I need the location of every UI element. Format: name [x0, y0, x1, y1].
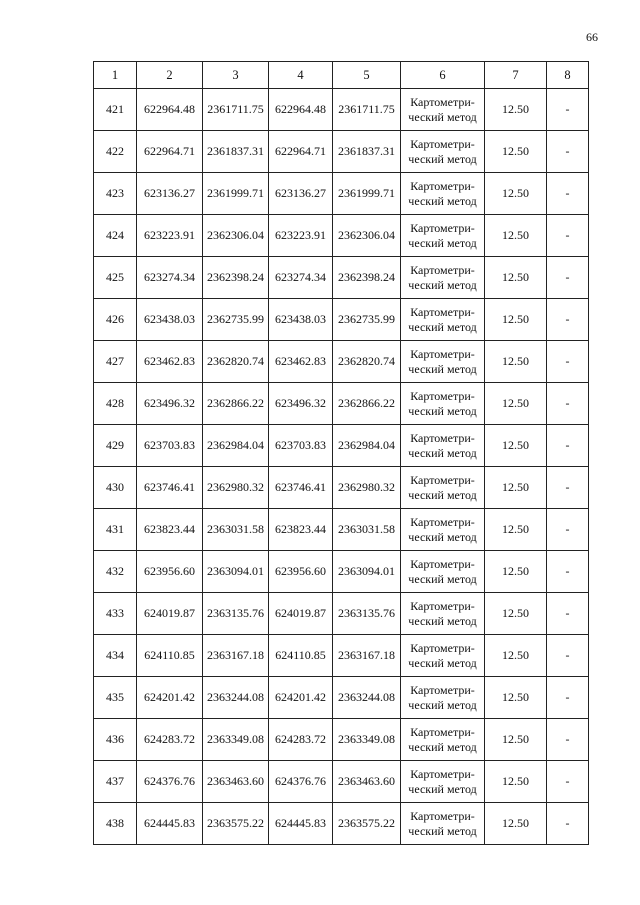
x-coordinate-cell: 623462.83	[137, 341, 203, 383]
method-text-line: Картометри-	[410, 178, 475, 193]
note-cell: -	[547, 215, 589, 257]
y-coordinate-cell: 2363575.22	[333, 803, 401, 845]
y-coordinate-cell: 2362820.74	[333, 341, 401, 383]
method-cell	[401, 551, 485, 593]
method-cell	[401, 467, 485, 509]
note-cell: -	[547, 467, 589, 509]
method-text-line: Картометри-	[410, 430, 475, 445]
method-text-line: ческий метод	[408, 361, 477, 376]
accuracy-cell: 12.50	[485, 425, 547, 467]
x-coordinate-cell: 623956.60	[137, 551, 203, 593]
method-text-line: ческий метод	[408, 613, 477, 628]
table-row	[94, 719, 589, 761]
table-row	[94, 551, 589, 593]
x-coordinate-cell: 624019.87	[137, 593, 203, 635]
coordinates-table	[93, 61, 589, 845]
accuracy-cell: 12.50	[485, 677, 547, 719]
note-cell: -	[547, 593, 589, 635]
method-text-line: Картометри-	[410, 472, 475, 487]
y-coordinate-cell: 2363575.22	[203, 803, 269, 845]
x-coordinate-cell: 623274.34	[137, 257, 203, 299]
accuracy-cell: 12.50	[485, 383, 547, 425]
x-coordinate-cell: 623703.83	[137, 425, 203, 467]
y-coordinate-cell: 2362980.32	[203, 467, 269, 509]
method-text-line: ческий метод	[408, 445, 477, 460]
table-row	[94, 131, 589, 173]
note-cell: -	[547, 299, 589, 341]
note-cell: -	[547, 551, 589, 593]
point-number-cell: 430	[94, 467, 137, 509]
column-header: 1	[94, 62, 137, 89]
method-text-line: ческий метод	[408, 655, 477, 670]
column-header: 7	[485, 62, 547, 89]
point-number-cell: 435	[94, 677, 137, 719]
accuracy-cell: 12.50	[485, 173, 547, 215]
table-row	[94, 299, 589, 341]
table-row	[94, 467, 589, 509]
method-text-line: Картометри-	[410, 724, 475, 739]
column-header: 6	[401, 62, 485, 89]
x-coordinate-cell: 623823.44	[137, 509, 203, 551]
accuracy-cell: 12.50	[485, 803, 547, 845]
note-cell: -	[547, 173, 589, 215]
accuracy-cell: 12.50	[485, 509, 547, 551]
x-coordinate-cell: 624376.76	[137, 761, 203, 803]
method-text-line: Картометри-	[410, 388, 475, 403]
y-coordinate-cell: 2362306.04	[333, 215, 401, 257]
note-cell: -	[547, 677, 589, 719]
accuracy-cell: 12.50	[485, 299, 547, 341]
method-cell	[401, 761, 485, 803]
x-coordinate-cell: 624110.85	[137, 635, 203, 677]
method-text-line: ческий метод	[408, 781, 477, 796]
column-header: 8	[547, 62, 589, 89]
method-cell	[401, 257, 485, 299]
table-row	[94, 215, 589, 257]
x-coordinate-cell: 624445.83	[269, 803, 333, 845]
method-text-line: Картометри-	[410, 682, 475, 697]
method-cell	[401, 299, 485, 341]
method-text-line: Картометри-	[410, 136, 475, 151]
y-coordinate-cell: 2363135.76	[333, 593, 401, 635]
method-cell	[401, 425, 485, 467]
method-text-line: Картометри-	[410, 598, 475, 613]
method-text-line: Картометри-	[410, 304, 475, 319]
x-coordinate-cell: 623136.27	[137, 173, 203, 215]
accuracy-cell: 12.50	[485, 551, 547, 593]
method-text-line: ческий метод	[408, 571, 477, 586]
accuracy-cell: 12.50	[485, 341, 547, 383]
x-coordinate-cell: 623823.44	[269, 509, 333, 551]
accuracy-cell: 12.50	[485, 131, 547, 173]
method-cell	[401, 677, 485, 719]
note-cell: -	[547, 803, 589, 845]
y-coordinate-cell: 2362306.04	[203, 215, 269, 257]
x-coordinate-cell: 622964.71	[137, 131, 203, 173]
method-text-line: ческий метод	[408, 739, 477, 754]
method-cell	[401, 173, 485, 215]
column-header: 4	[269, 62, 333, 89]
method-text-line: Картометри-	[410, 346, 475, 361]
method-text-line: ческий метод	[408, 151, 477, 166]
table-row	[94, 635, 589, 677]
point-number-cell: 423	[94, 173, 137, 215]
column-header: 5	[333, 62, 401, 89]
accuracy-cell: 12.50	[485, 215, 547, 257]
x-coordinate-cell: 623274.34	[269, 257, 333, 299]
y-coordinate-cell: 2361711.75	[203, 89, 269, 131]
method-cell	[401, 383, 485, 425]
table-row	[94, 677, 589, 719]
point-number-cell: 426	[94, 299, 137, 341]
y-coordinate-cell: 2363463.60	[203, 761, 269, 803]
x-coordinate-cell: 622964.71	[269, 131, 333, 173]
method-text-line: Картометри-	[410, 220, 475, 235]
table-row	[94, 509, 589, 551]
table-row	[94, 341, 589, 383]
x-coordinate-cell: 624201.42	[269, 677, 333, 719]
x-coordinate-cell: 623438.03	[269, 299, 333, 341]
method-text-line: ческий метод	[408, 193, 477, 208]
point-number-cell: 421	[94, 89, 137, 131]
point-number-cell: 422	[94, 131, 137, 173]
column-header: 3	[203, 62, 269, 89]
method-text-line: ческий метод	[408, 277, 477, 292]
method-text-line: ческий метод	[408, 109, 477, 124]
point-number-cell: 436	[94, 719, 137, 761]
y-coordinate-cell: 2361999.71	[203, 173, 269, 215]
y-coordinate-cell: 2363031.58	[203, 509, 269, 551]
y-coordinate-cell: 2363349.08	[333, 719, 401, 761]
method-cell	[401, 89, 485, 131]
y-coordinate-cell: 2362820.74	[203, 341, 269, 383]
method-text-line: ческий метод	[408, 235, 477, 250]
x-coordinate-cell: 623136.27	[269, 173, 333, 215]
y-coordinate-cell: 2363094.01	[203, 551, 269, 593]
x-coordinate-cell: 623703.83	[269, 425, 333, 467]
accuracy-cell: 12.50	[485, 593, 547, 635]
x-coordinate-cell: 623438.03	[137, 299, 203, 341]
x-coordinate-cell: 622964.48	[269, 89, 333, 131]
point-number-cell: 438	[94, 803, 137, 845]
method-cell	[401, 215, 485, 257]
y-coordinate-cell: 2362866.22	[333, 383, 401, 425]
x-coordinate-cell: 624445.83	[137, 803, 203, 845]
method-cell	[401, 719, 485, 761]
method-text-line: Картометри-	[410, 766, 475, 781]
point-number-cell: 425	[94, 257, 137, 299]
method-text-line: ческий метод	[408, 529, 477, 544]
point-number-cell: 434	[94, 635, 137, 677]
y-coordinate-cell: 2363349.08	[203, 719, 269, 761]
method-text-line: Картометри-	[410, 808, 475, 823]
point-number-cell: 427	[94, 341, 137, 383]
x-coordinate-cell: 623223.91	[269, 215, 333, 257]
note-cell: -	[547, 761, 589, 803]
point-number-cell: 428	[94, 383, 137, 425]
y-coordinate-cell: 2363167.18	[203, 635, 269, 677]
y-coordinate-cell: 2363135.76	[203, 593, 269, 635]
note-cell: -	[547, 383, 589, 425]
note-cell: -	[547, 131, 589, 173]
y-coordinate-cell: 2361999.71	[333, 173, 401, 215]
y-coordinate-cell: 2361837.31	[203, 131, 269, 173]
y-coordinate-cell: 2362735.99	[203, 299, 269, 341]
y-coordinate-cell: 2362735.99	[333, 299, 401, 341]
method-cell	[401, 635, 485, 677]
table-row	[94, 257, 589, 299]
table-row	[94, 803, 589, 845]
table-body	[94, 89, 589, 845]
method-text-line: ческий метод	[408, 403, 477, 418]
note-cell: -	[547, 635, 589, 677]
point-number-cell: 432	[94, 551, 137, 593]
note-cell: -	[547, 509, 589, 551]
method-text-line: Картометри-	[410, 640, 475, 655]
header-row	[94, 62, 589, 89]
method-text-line: ческий метод	[408, 823, 477, 838]
x-coordinate-cell: 624283.72	[269, 719, 333, 761]
table-row	[94, 761, 589, 803]
method-cell	[401, 131, 485, 173]
y-coordinate-cell: 2361837.31	[333, 131, 401, 173]
x-coordinate-cell: 623746.41	[137, 467, 203, 509]
table-row	[94, 89, 589, 131]
y-coordinate-cell: 2363463.60	[333, 761, 401, 803]
method-text-line: Картометри-	[410, 262, 475, 277]
x-coordinate-cell: 623746.41	[269, 467, 333, 509]
x-coordinate-cell: 624110.85	[269, 635, 333, 677]
accuracy-cell: 12.50	[485, 635, 547, 677]
x-coordinate-cell: 623223.91	[137, 215, 203, 257]
table-row	[94, 383, 589, 425]
point-number-cell: 437	[94, 761, 137, 803]
page-number: 66	[586, 30, 598, 44]
x-coordinate-cell: 624019.87	[269, 593, 333, 635]
x-coordinate-cell: 623496.32	[269, 383, 333, 425]
note-cell: -	[547, 257, 589, 299]
method-text-line: ческий метод	[408, 319, 477, 334]
y-coordinate-cell: 2363094.01	[333, 551, 401, 593]
note-cell: -	[547, 341, 589, 383]
x-coordinate-cell: 624283.72	[137, 719, 203, 761]
method-cell	[401, 803, 485, 845]
y-coordinate-cell: 2363244.08	[203, 677, 269, 719]
point-number-cell: 433	[94, 593, 137, 635]
point-number-cell: 431	[94, 509, 137, 551]
method-text-line: Картометри-	[410, 94, 475, 109]
note-cell: -	[547, 425, 589, 467]
point-number-cell: 429	[94, 425, 137, 467]
table-row	[94, 173, 589, 215]
method-text-line: ческий метод	[408, 697, 477, 712]
method-cell	[401, 341, 485, 383]
table-row	[94, 593, 589, 635]
y-coordinate-cell: 2362980.32	[333, 467, 401, 509]
method-cell	[401, 509, 485, 551]
accuracy-cell: 12.50	[485, 467, 547, 509]
accuracy-cell: 12.50	[485, 761, 547, 803]
table-row	[94, 425, 589, 467]
y-coordinate-cell: 2363031.58	[333, 509, 401, 551]
method-text-line: Картометри-	[410, 514, 475, 529]
y-coordinate-cell: 2361711.75	[333, 89, 401, 131]
x-coordinate-cell: 623462.83	[269, 341, 333, 383]
column-header: 2	[137, 62, 203, 89]
y-coordinate-cell: 2362984.04	[203, 425, 269, 467]
point-number-cell: 424	[94, 215, 137, 257]
accuracy-cell: 12.50	[485, 257, 547, 299]
accuracy-cell: 12.50	[485, 89, 547, 131]
y-coordinate-cell: 2363244.08	[333, 677, 401, 719]
method-text-line: ческий метод	[408, 487, 477, 502]
y-coordinate-cell: 2362398.24	[203, 257, 269, 299]
note-cell: -	[547, 719, 589, 761]
y-coordinate-cell: 2362866.22	[203, 383, 269, 425]
method-text-line: Картометри-	[410, 556, 475, 571]
x-coordinate-cell: 622964.48	[137, 89, 203, 131]
x-coordinate-cell: 624201.42	[137, 677, 203, 719]
method-cell	[401, 593, 485, 635]
accuracy-cell: 12.50	[485, 719, 547, 761]
y-coordinate-cell: 2362984.04	[333, 425, 401, 467]
x-coordinate-cell: 623956.60	[269, 551, 333, 593]
note-cell: -	[547, 89, 589, 131]
y-coordinate-cell: 2362398.24	[333, 257, 401, 299]
x-coordinate-cell: 624376.76	[269, 761, 333, 803]
y-coordinate-cell: 2363167.18	[333, 635, 401, 677]
x-coordinate-cell: 623496.32	[137, 383, 203, 425]
